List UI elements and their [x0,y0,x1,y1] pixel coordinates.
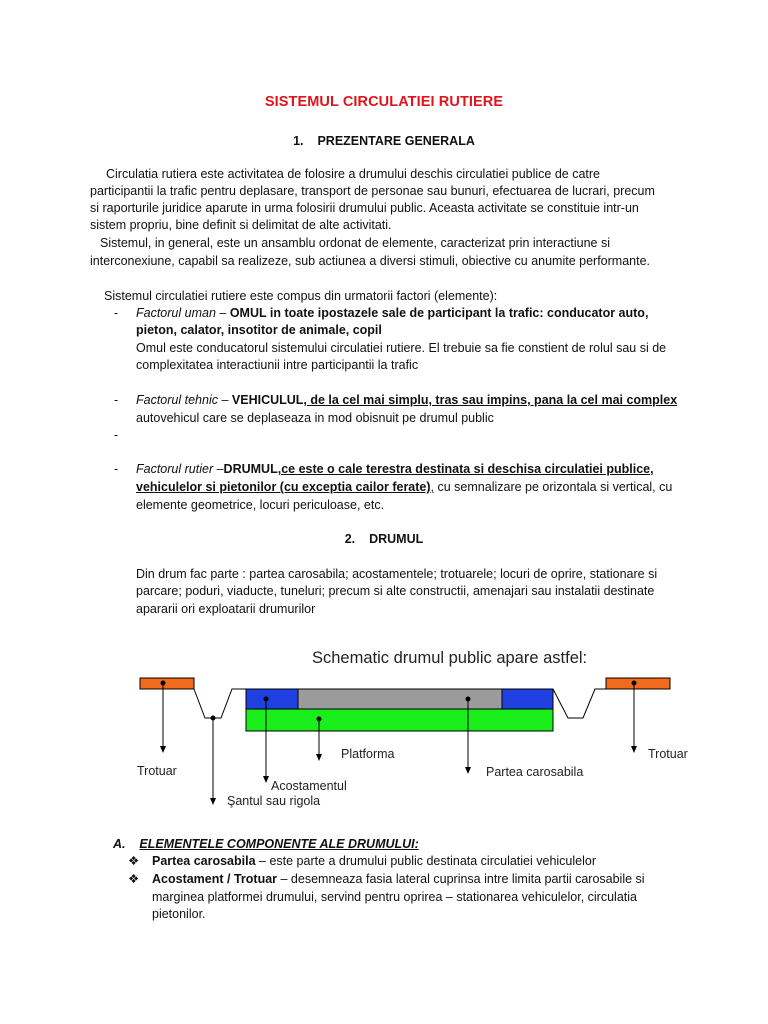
drum-line-3: apararii ori exploatarii drumurilor [136,602,316,616]
list-item-partea-carosabila [152,853,596,870]
factor-road-line2b: , [430,480,435,494]
arrowhead-carosabil [465,767,471,774]
label-santul: Şantul sau rigola [227,794,321,808]
label-trotuar-right: Trotuar [648,747,688,761]
arrowhead-acostament [263,776,269,783]
bullet-icon: ❖ [128,872,140,886]
list-dash: - [114,306,119,320]
label-acostamentul: Acostamentul [271,779,347,793]
factor-human-line-2: pieton, calator, insotitor de animale, copil [136,323,382,337]
acostament-left-block [246,689,298,709]
list-dash: - [114,462,119,476]
section-2-title: DRUMUL [369,532,424,546]
arrowhead-platforma [316,754,322,761]
intro-line-1: Circulatia rutiera este activitatea de folosire a drumului deschis circulatiei publice de catre [106,167,600,181]
def-acostament-line-2: marginea platformei drumului, servind pentru oprirea – stationarea vehiculelor, circulatia [152,890,637,904]
factors-lead: Sistemul circulatiei rutiere este compus din urmatorii factori (elemente): [104,289,498,303]
intro-line-2: participantii la trafic pentru deplasare, transport de personae sau bunuri, efectuarea de lucrari, precum [90,184,655,198]
factor-technical-key: VEHICULUL [231,393,304,407]
label-platforma: Platforma [341,747,395,761]
trotuar-left-block [140,678,194,689]
factor-technical-rest: , de la cel mai simplu, tras sau impins, pana la cel mai complex [303,393,678,407]
term-acostament: Acostament / Trotuar [152,872,278,886]
carosabil-block [298,689,502,709]
list-dash: - [114,428,119,442]
factor-human-line-3: Omul este conducatorul sistemului circulatiei rutiere. El trebuie sa fie constient de rolul sau si de [136,341,667,355]
factor-human-rest: in toate ipostazele sale de participant la trafic: conducator auto, [266,306,649,320]
def-acostament: – desemneaza fasia lateral cuprinsa intre limita partii carosabile si [277,872,645,886]
label-partea-carosabila: Partea carosabila [486,765,584,779]
factor-sep: – [217,393,232,407]
factor-road-name: Factorul rutier [136,462,214,476]
section-a-heading [113,836,419,853]
section-a-letter: A. [113,837,126,851]
section-1-number: 1. [293,134,304,148]
factor-technical-name: Factorul tehnic [136,393,218,407]
santul-right-line [553,689,606,718]
def-partea-carosabila: – este parte a drumului public destinata circulatiei vehiculelor [255,854,597,868]
drum-line-1: Din drum fac parte : partea carosabila; acostamentele; trotuarele; locuri de oprire, stationare si [136,567,658,581]
factor-human-line-4: complexitatea interactiunii intre participantii la trafic [136,358,419,372]
section-a-title: ELEMENTELE COMPONENTE ALE DRUMULUI: [139,837,419,851]
term-partea-carosabila: Partea carosabila [152,854,256,868]
trotuar-right-block [606,678,670,689]
arrowhead-trotuar-right [631,746,637,753]
factor-sep: – [215,306,230,320]
intro-line-4: sistem propriu, bine definit si delimitat de alte activitati. [90,218,392,232]
factor-human-key: OMUL [229,306,267,320]
drum-line-2: parcare; poduri, viaducte, tuneluri; precum si alte constructii, amenajari sau instalatii destinate [136,584,655,598]
factor-road-line2a: vehiculelor si pietonilor (cu exceptia cailor ferate) [136,480,431,494]
factor-road-rest: ,ce este o cale terestra destinata si deschisa circulatiei publice, [277,462,654,476]
factor-road-key: DRUMUL [223,462,278,476]
intro-line-3: si raporturile juridice aparute in urma folosirii drumului public. Aceasta activitate se constituie intr-un [90,201,639,215]
intro-line-5: Sistemul, in general, este un ansamblu ordonat de elemente, caracterizat prin interactiune si [100,236,611,250]
intro-line-6: interconexiune, capabil sa realizeze, sub actiunea a diversi stimuli, obiective cu anumite performante. [90,254,651,268]
page-title: SISTEMUL CIRCULATIEI RUTIERE [264,94,504,110]
santul-left-line [194,689,246,718]
list-dash: - [114,393,119,407]
list-item-acostament [152,871,645,888]
diagram-title: Schematic drumul public apare astfel: [312,649,588,667]
section-2-number: 2. [344,532,356,546]
section-1-title: PREZENTARE GENERALA [317,134,475,148]
arrowhead-trotuar-left [160,746,166,753]
def-acostament-line-3: pietonilor. [152,907,206,921]
factor-technical-line-2: autovehicul care se deplaseaza in mod obisnuit pe drumul public [136,411,494,425]
factor-road-line-3: elemente geometrice, locuri periculoase, etc. [136,498,385,512]
factor-road-line2c: cu semnalizare pe orizontala si vertical, cu [434,480,673,494]
bullet-icon: ❖ [128,854,140,868]
platforma-block [246,709,553,731]
arrowhead-santul [210,798,216,805]
factor-sep: – [213,462,224,476]
acostament-right-block [502,689,553,709]
label-trotuar-left: Trotuar [137,764,177,778]
factor-human-name: Factorul uman [136,306,216,320]
